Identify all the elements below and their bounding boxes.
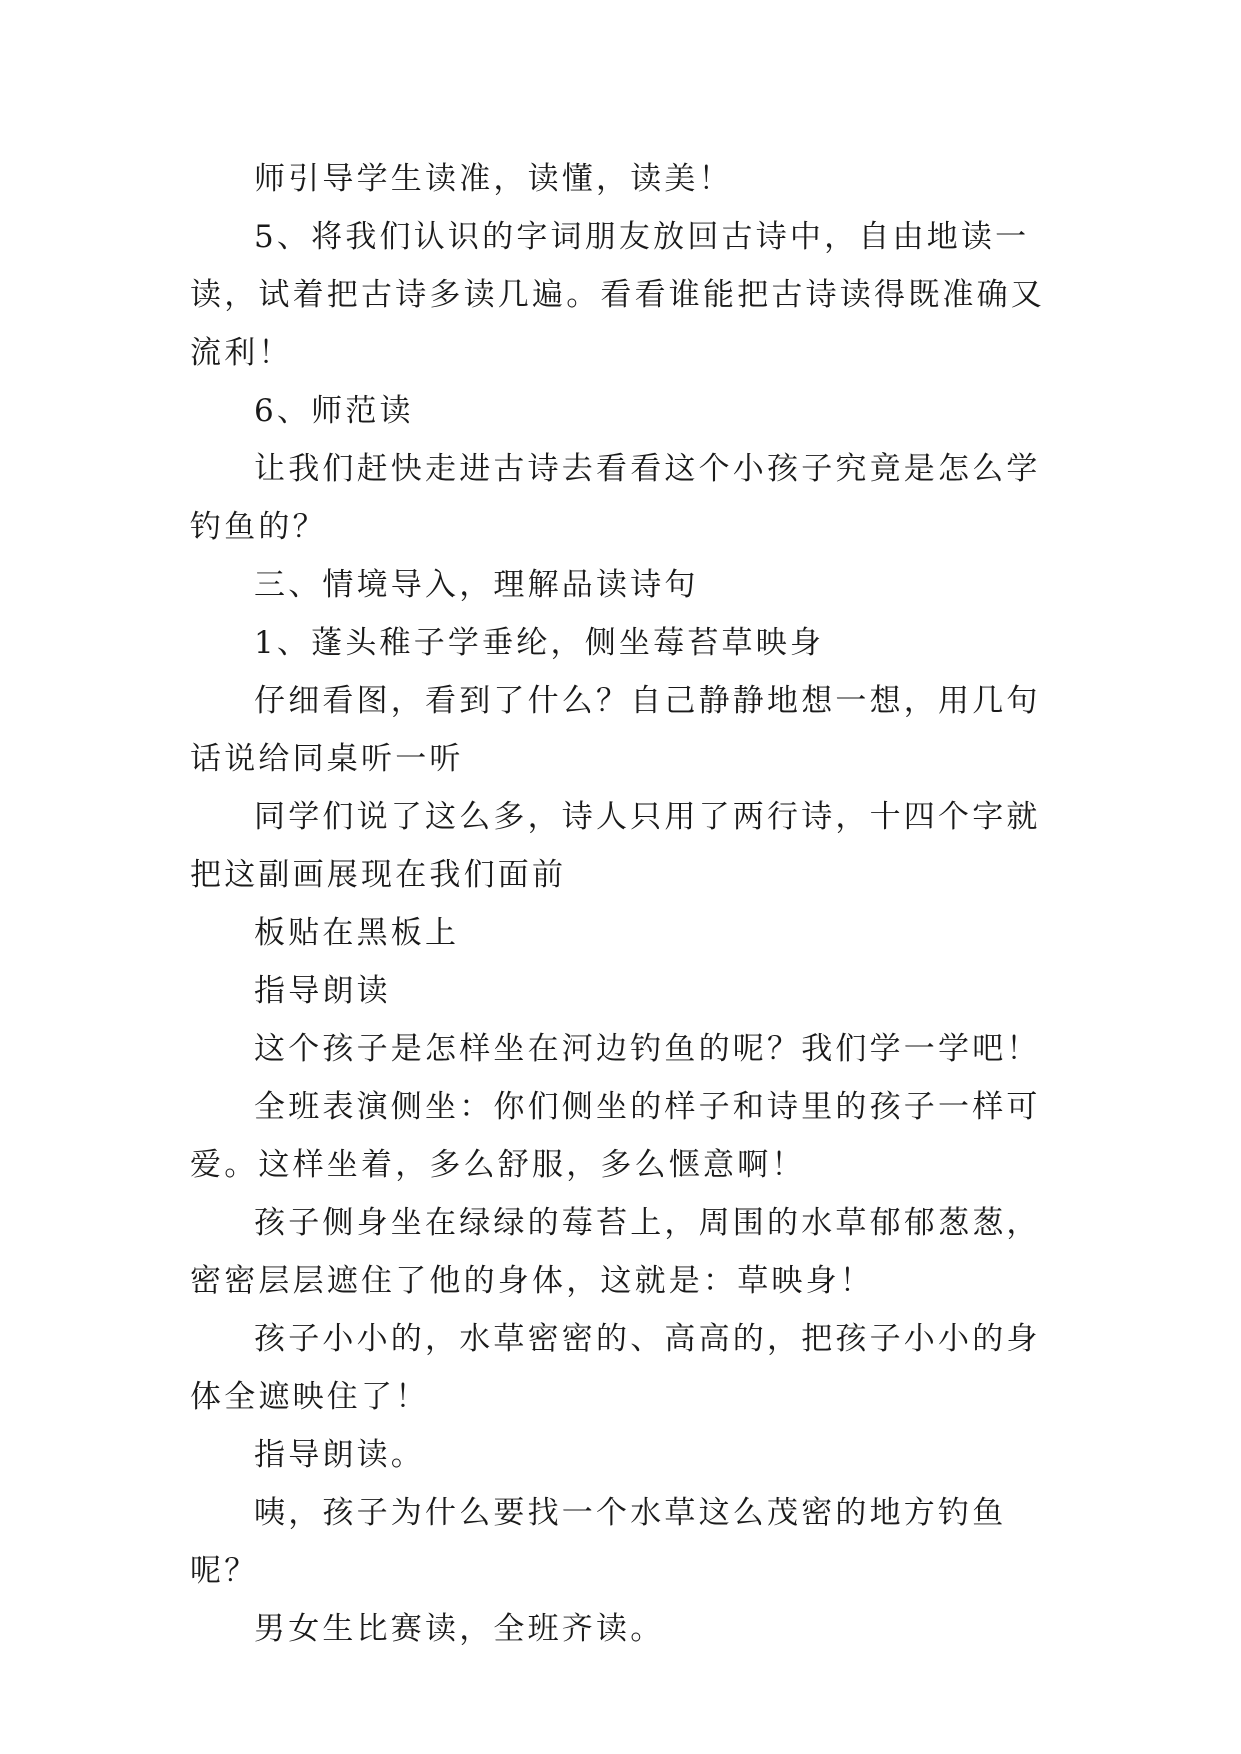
paragraph-4: 让我们赶快走进古诗去看看这个小孩子究竟是怎么学钓鱼的？ — [190, 451, 1041, 545]
section-heading: 三、情境导入，理解品读诗句 — [254, 567, 699, 603]
paragraph-11: 这个孩子是怎样坐在河边钓鱼的呢？我们学一学吧！ — [254, 1031, 1041, 1067]
paragraph-13: 孩子侧身坐在绿绿的莓苔上，周围的水草郁郁葱葱，密密层层遮住了他的身体，这就是：草映身！ — [190, 1205, 1041, 1299]
paragraph-2: 5、将我们认识的字词朋友放回古诗中，自由地读一读，试着把古诗多读几遍。看看谁能把古诗读得既准确又流利！ — [190, 219, 1045, 371]
paragraph-7: 仔细看图，看到了什么？自己静静地想一想，用几句话说给同桌听一听 — [190, 683, 1041, 777]
paragraph-9: 板贴在黑板上 — [254, 915, 460, 951]
paragraph-1: 师引导学生读准，读懂，读美！ — [254, 161, 733, 197]
poem-line: 1、蓬头稚子学垂纶，侧坐莓苔草映身 — [254, 625, 825, 661]
paragraph-16: 咦，孩子为什么要找一个水草这么茂密的地方钓鱼呢？ — [190, 1495, 1007, 1589]
document-page — [190, 150, 1070, 1658]
paragraph-10: 指导朗读 — [254, 973, 391, 1009]
paragraph-15: 指导朗读。 — [254, 1437, 425, 1473]
paragraph-3: 6、师范读 — [254, 393, 414, 429]
paragraph-17: 男女生比赛读，全班齐读。 — [254, 1611, 665, 1647]
paragraph-14: 孩子小小的，水草密密的、高高的，把孩子小小的身体全遮映住了！ — [190, 1321, 1041, 1415]
paragraph-8: 同学们说了这么多，诗人只用了两行诗，十四个字就把这副画展现在我们面前 — [190, 799, 1041, 893]
paragraph-12: 全班表演侧坐：你们侧坐的样子和诗里的孩子一样可爱。这样坐着，多么舒服，多么惬意啊！ — [190, 1089, 1041, 1183]
